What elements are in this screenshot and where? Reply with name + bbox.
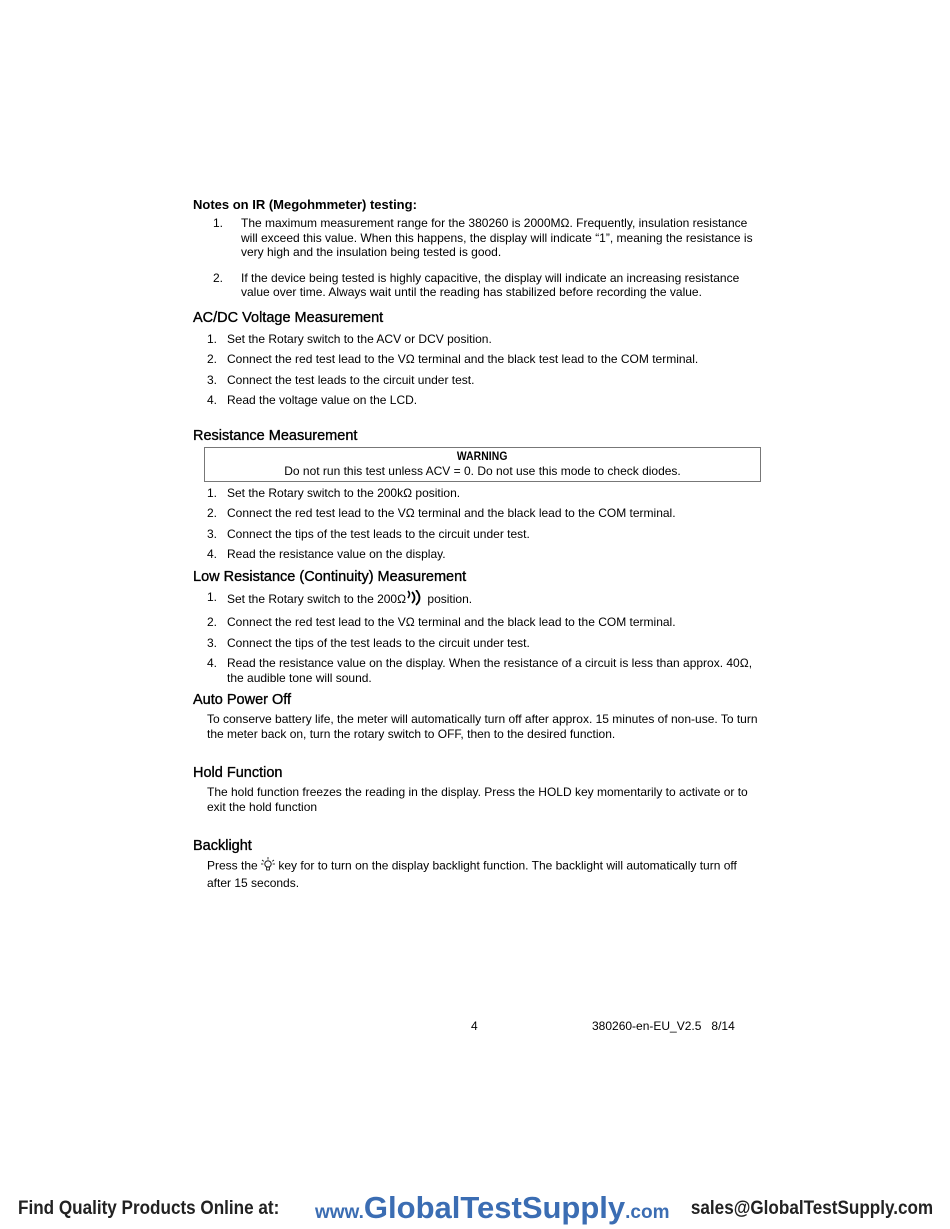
list-item — [193, 352, 763, 367]
continuity-sound-icon — [406, 590, 424, 610]
list-number: 2. — [206, 506, 217, 520]
list-text: The maximum measurement range for the 380260 is 2000MΩ. Frequently, insulation resistance will exceed this value. When this happens, the display will indicate “1”, meaning the resistance is very high and the insulation being tested is good. — [241, 216, 753, 259]
step-text-prefix: Set the Rotary switch to the 200Ω — [227, 591, 407, 606]
website-prefix: www. — [315, 1202, 364, 1223]
list-text: Read the resistance value on the display. When the resistance of a circuit is less than approx. 40Ω, the audible tone will sound. — [227, 656, 753, 685]
list-text: Connect the red test lead to the VΩ terminal and the black lead to the COM terminal. — [227, 615, 676, 629]
list-number: 4. — [206, 547, 217, 561]
website-tld: .com — [625, 1202, 670, 1223]
promo-banner — [0, 1190, 950, 1226]
list-text: Connect the test leads to the circuit under test. — [227, 372, 475, 387]
list-text: Connect the red test lead to the VΩ terminal and the black test lead to the COM terminal. — [227, 352, 699, 366]
list-text: Read the resistance value on the display. — [227, 547, 446, 561]
list-item — [193, 615, 763, 630]
list-item — [193, 527, 763, 542]
warning-text: Do not run this test unless ACV = 0. Do not use this mode to check diodes. — [284, 464, 681, 478]
document-id: 380260-en-EU_V2.5 8/14 — [592, 1019, 735, 1033]
sales-email-link[interactable]: sales@GlobalTestSupply.com — [690, 1198, 933, 1219]
notes-heading: Notes on IR (Megohmmeter) testing: — [193, 197, 417, 212]
list-item — [193, 216, 763, 260]
hold-text: The hold function freezes the reading in the display. Press the HOLD key momentarily to activate or to exit the hold function — [207, 785, 748, 814]
backlight-text — [207, 857, 763, 890]
list-text: Connect the red test lead to the VΩ terminal and the black lead to the COM terminal. — [227, 506, 676, 520]
list-item — [193, 506, 763, 521]
list-number: 4. — [206, 656, 217, 670]
list-number: 1. — [206, 331, 217, 346]
list-number: 2. — [206, 352, 217, 366]
list-item — [193, 332, 763, 347]
list-item — [193, 636, 763, 651]
list-item — [193, 590, 763, 610]
list-item — [193, 486, 763, 501]
list-text: Connect the tips of the test leads to the circuit under test. — [227, 526, 530, 541]
resistance-heading: Resistance Measurement — [193, 427, 358, 444]
backlight-text-prefix: Press the — [207, 858, 262, 873]
list-number: 2. — [206, 615, 217, 629]
list-item — [193, 271, 763, 300]
lowres-heading: Low Resistance (Continuity) Measurement — [193, 568, 467, 585]
hold-heading: Hold Function — [193, 765, 283, 781]
list-number: 1. — [212, 216, 223, 230]
list-item — [193, 393, 763, 408]
list-item — [193, 547, 763, 562]
notes-list — [193, 216, 763, 300]
list-text: Set the Rotary switch to the ACV or DCV position. — [227, 331, 492, 346]
banner-tagline: Find Quality Products Online at: — [18, 1198, 280, 1219]
backlight-text-suffix: key for to turn on the display backlight function. The backlight will automatically turn off after 15 seconds. — [207, 858, 737, 890]
autopower-text: To conserve battery life, the meter will automatically turn off after approx. 15 minutes of non-use. To turn the meter back on, turn the rotary switch to OFF, then to the desired function. — [207, 712, 758, 741]
lowres-steps — [193, 590, 763, 686]
step-text-suffix: position. — [424, 591, 473, 606]
autopower-heading: Auto Power Off — [193, 692, 292, 708]
list-number: 3. — [206, 635, 217, 650]
list-number: 2. — [212, 270, 223, 285]
website-link[interactable] — [315, 1190, 670, 1226]
page-number: 4 — [471, 1019, 478, 1033]
list-text — [227, 590, 763, 610]
list-number: 3. — [206, 372, 217, 387]
list-text: Connect the tips of the test leads to the circuit under test. — [227, 635, 530, 650]
website-brand: GlobalTestSupply — [363, 1190, 626, 1225]
backlight-heading: Backlight — [193, 838, 252, 854]
list-item — [193, 656, 763, 685]
list-text: Set the Rotary switch to the 200kΩ position. — [227, 485, 461, 500]
list-number: 3. — [206, 526, 217, 541]
list-number: 4. — [206, 393, 217, 407]
manual-page-content — [193, 197, 763, 890]
warning-box — [204, 447, 761, 482]
acdc-steps — [193, 332, 763, 408]
warning-title: WARNING — [457, 450, 508, 463]
acdc-heading: AC/DC Voltage Measurement — [193, 309, 384, 326]
resistance-steps — [193, 486, 763, 562]
list-number: 1. — [206, 589, 217, 604]
list-text: If the device being tested is highly capacitive, the display will indicate an increasing resistance value over time. Always wait until the reading has stabilized before recording the value. — [241, 270, 740, 299]
list-item — [193, 373, 763, 388]
list-number: 1. — [206, 485, 217, 500]
list-text: Read the voltage value on the LCD. — [227, 393, 418, 407]
light-bulb-icon — [261, 857, 275, 876]
